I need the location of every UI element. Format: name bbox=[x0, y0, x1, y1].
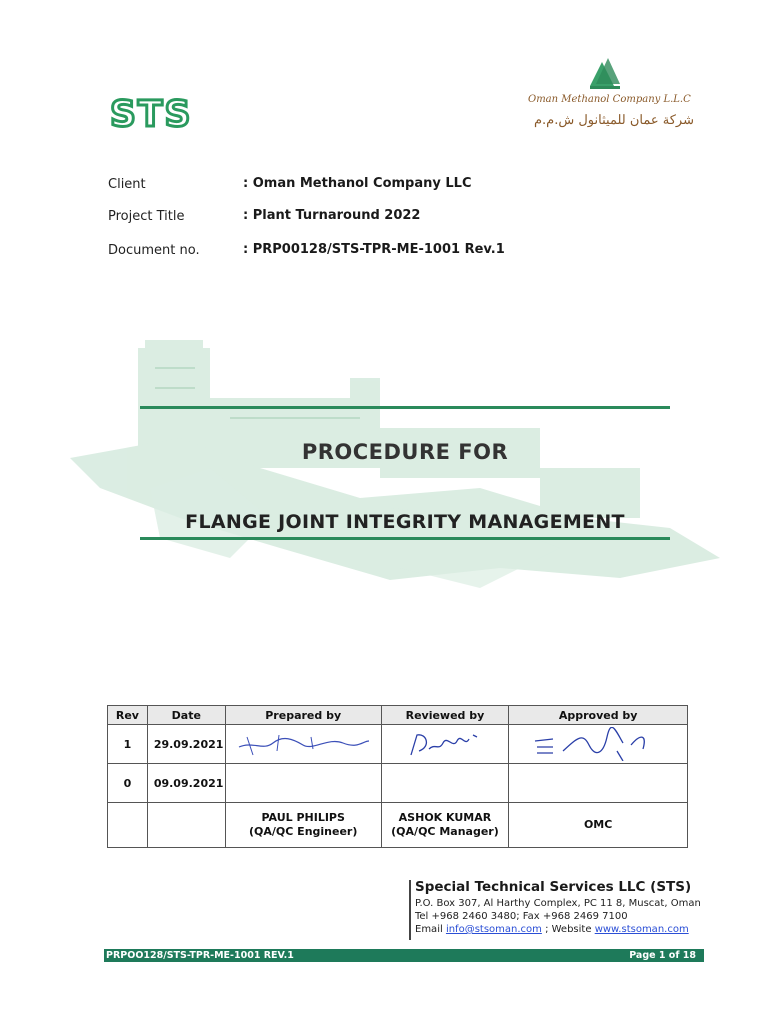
footer-page-number: Page 1 of 18 bbox=[629, 950, 696, 961]
table-row bbox=[108, 803, 688, 848]
prepared-role: (QA/QC Engineer) bbox=[249, 825, 358, 838]
omc-logo-text-ar: شركة عمان للميثانول ش.م.م bbox=[534, 113, 694, 128]
omc-logo bbox=[524, 56, 694, 136]
rev-cell: 0 bbox=[108, 764, 148, 803]
title-line-1: PROCEDURE FOR bbox=[301, 440, 509, 464]
title-line-2: FLANGE JOINT INTEGRITY MANAGEMENT bbox=[185, 511, 625, 533]
sts-logo bbox=[108, 92, 192, 132]
company-name: Special Technical Services LLC (STS) bbox=[415, 879, 692, 895]
email-link[interactable]: info@stsoman.com bbox=[445, 924, 542, 935]
date-header: Date bbox=[147, 706, 225, 725]
footer-bar bbox=[104, 949, 704, 962]
approved-name: OMC bbox=[583, 818, 613, 831]
table-row bbox=[108, 725, 688, 764]
document-no-label: Document no. bbox=[108, 243, 200, 258]
title-top-rule bbox=[140, 406, 670, 409]
sts-logo-text: STS bbox=[110, 94, 192, 132]
omc-logo-text-en: Oman Methanol Company L.L.C bbox=[528, 94, 691, 105]
email-label: Email bbox=[415, 924, 443, 935]
company-block-bar bbox=[409, 880, 411, 940]
fort-watermark bbox=[60, 318, 740, 618]
approved-by-header: Approved by bbox=[509, 706, 688, 725]
company-phone: Tel +968 2460 3480; Fax +968 2469 7100 bbox=[415, 911, 628, 922]
document-no-value: : PRP00128/STS-TPR-ME-1001 Rev.1 bbox=[243, 242, 505, 257]
prepared-signature-cell bbox=[225, 725, 381, 764]
revision-table bbox=[107, 705, 688, 848]
company-address: P.O. Box 307, Al Harthy Complex, PC 11 8, Muscat, Oman bbox=[415, 898, 701, 909]
prepared-signature bbox=[233, 729, 373, 759]
date-cell: 09.09.2021 bbox=[147, 764, 225, 803]
reviewed-name-cell bbox=[381, 803, 509, 848]
prepared-name-cell bbox=[225, 803, 381, 848]
title-bottom-rule bbox=[140, 537, 670, 540]
approved-signature-cell bbox=[509, 725, 688, 764]
reviewed-signature bbox=[395, 729, 495, 759]
table-row bbox=[108, 764, 688, 803]
company-contact-line bbox=[415, 924, 689, 935]
rev-cell: 1 bbox=[108, 725, 148, 764]
website-label: ; Website bbox=[541, 924, 592, 935]
approved-name-cell bbox=[509, 803, 688, 848]
client-label: Client bbox=[108, 177, 146, 192]
reviewed-by-header: Reviewed by bbox=[381, 706, 509, 725]
website-link[interactable]: www.stsoman.com bbox=[594, 924, 689, 935]
prepared-name: PAUL PHILIPS bbox=[261, 811, 345, 824]
project-title-value: : Plant Turnaround 2022 bbox=[243, 208, 421, 223]
rev-header: Rev bbox=[108, 706, 148, 725]
client-value: : Oman Methanol Company LLC bbox=[243, 176, 472, 191]
prepared-by-header: Prepared by bbox=[225, 706, 381, 725]
reviewed-name: ASHOK KUMAR bbox=[398, 811, 492, 824]
reviewed-role: (QA/QC Manager) bbox=[391, 825, 499, 838]
approved-signature bbox=[523, 727, 673, 761]
date-cell: 29.09.2021 bbox=[147, 725, 225, 764]
revision-table-header bbox=[108, 706, 688, 725]
footer-doc-number: PRPOO128/STS-TPR-ME-1001 REV.1 bbox=[106, 950, 294, 961]
project-title-label: Project Title bbox=[108, 209, 185, 224]
reviewed-signature-cell bbox=[381, 725, 509, 764]
